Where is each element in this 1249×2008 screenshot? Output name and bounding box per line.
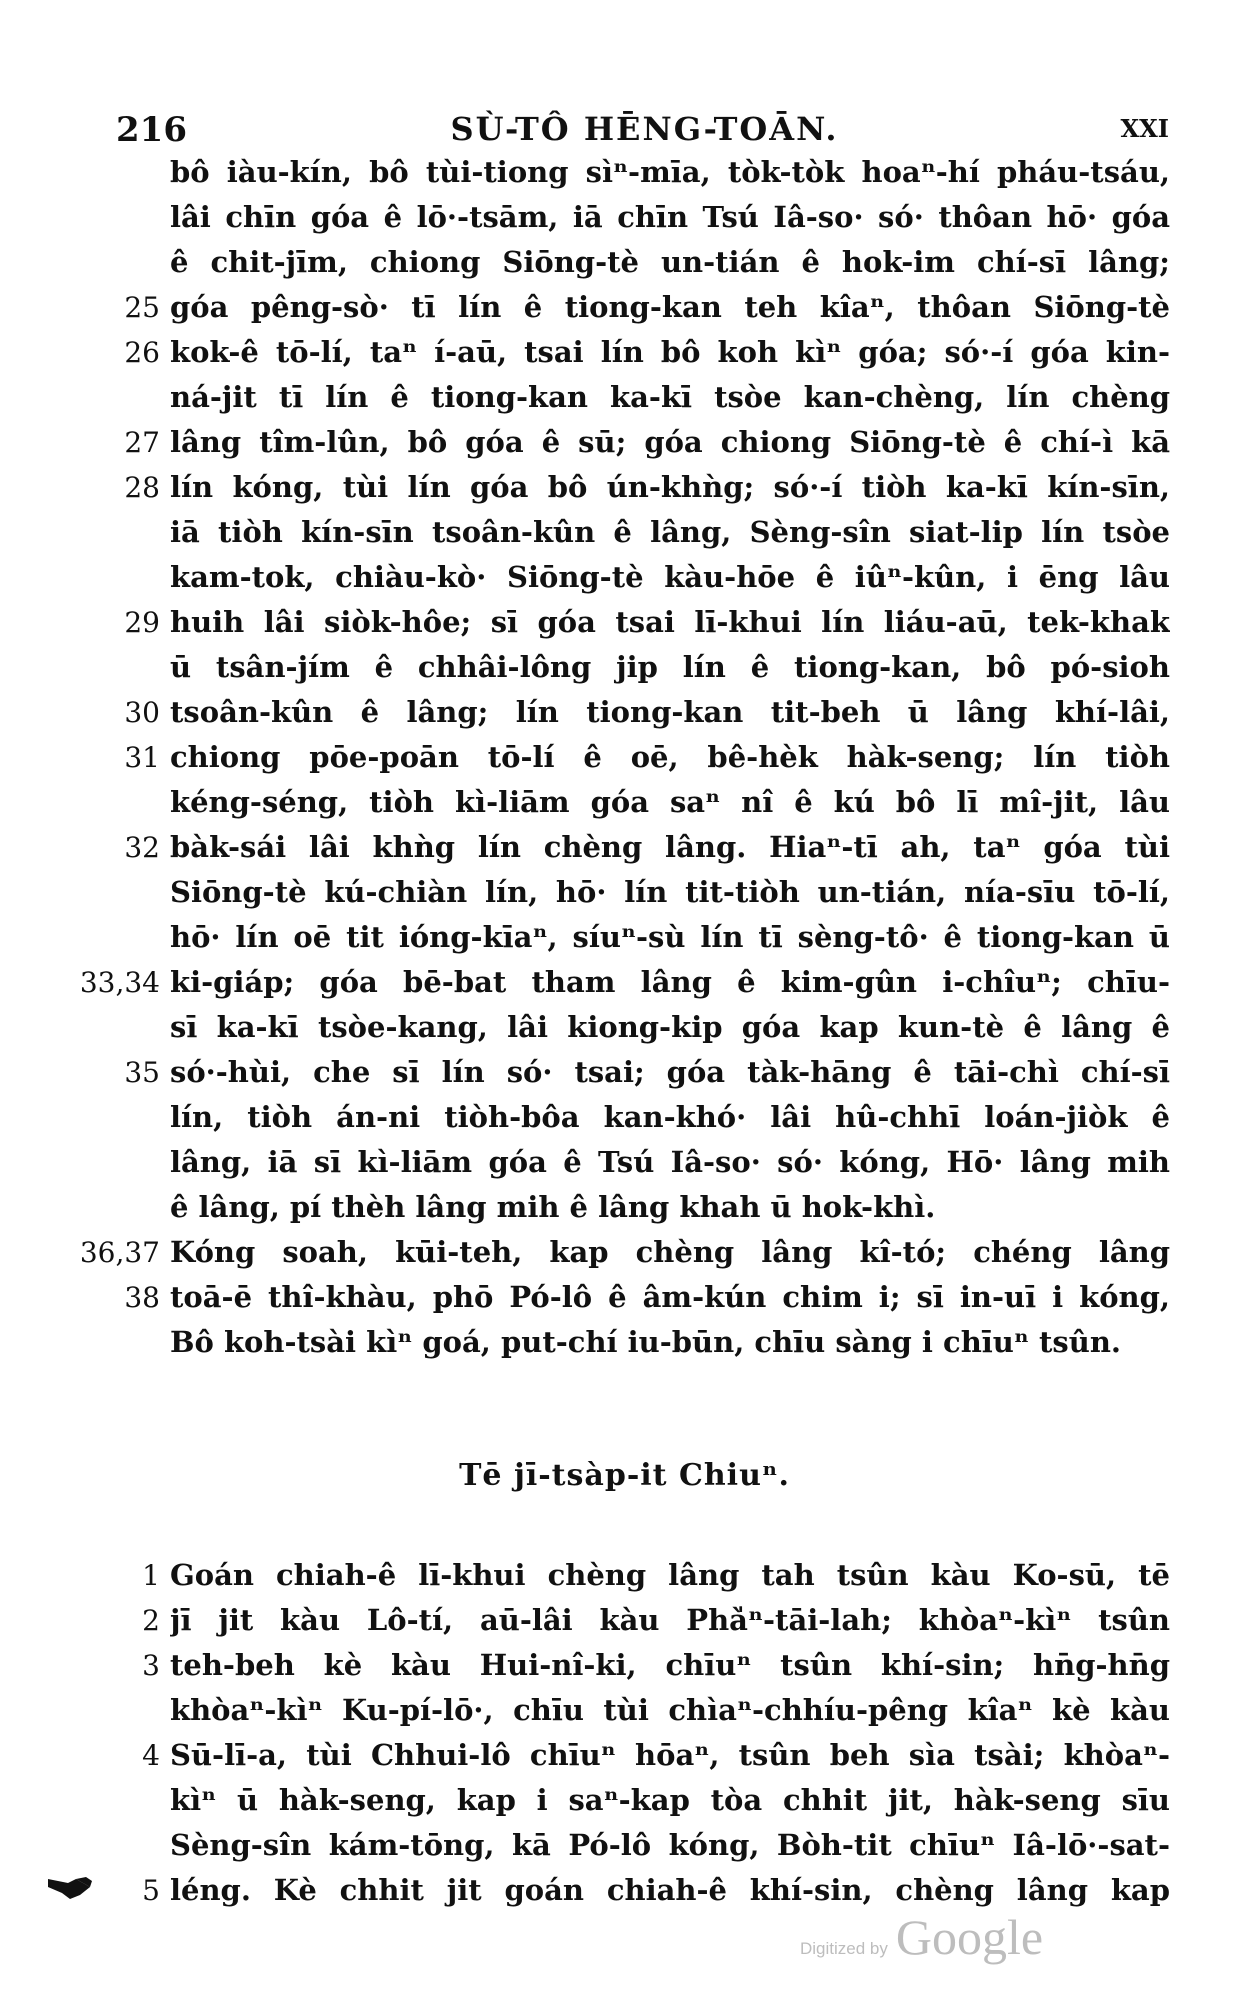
text-line xyxy=(0,285,1249,330)
text-line xyxy=(0,1005,1249,1050)
line-text: toā-ē thî-khàu, phō Pó-lô ê âm-kún chim i; sī in-uī i kóng, xyxy=(170,1280,1170,1314)
chapter-heading: Tē jī-tsàp-it Chiuⁿ. xyxy=(459,1458,790,1493)
text-line xyxy=(0,960,1249,1005)
verse-number: 38 xyxy=(124,1281,160,1314)
text-line xyxy=(0,1598,1249,1643)
text-line xyxy=(0,1643,1249,1688)
text-line xyxy=(0,1733,1249,1778)
text-line xyxy=(0,1140,1249,1185)
line-text: sī ka-kī tsòe-kang, lâi kiong-kip góa kap kun-tè ê lâng ê xyxy=(170,1010,1170,1044)
text-line xyxy=(0,645,1249,690)
text-line xyxy=(0,690,1249,735)
verse-number: 30 xyxy=(124,696,160,729)
verse-number: 36,37 xyxy=(79,1236,160,1269)
text-line xyxy=(0,375,1249,420)
text-line xyxy=(0,330,1249,375)
line-text: Goán chiah-ê lī-khui chèng lâng tah tsûn kàu Ko-sū, tē xyxy=(170,1558,1170,1592)
line-text: Sèng-sîn kám-tōng, kā Pó-lô kóng, Bòh-tit chīuⁿ Iâ-lō·-sat- xyxy=(170,1828,1170,1862)
text-line xyxy=(0,870,1249,915)
line-text: ná-jit tī lín ê tiong-kan ka-kī tsòe kan-chèng, lín chèng xyxy=(170,380,1170,414)
line-text: Siōng-tè kú-chiàn lín, hō· lín tit-tiòh un-tián, nía-sīu tō-lí, xyxy=(170,875,1170,909)
line-text: lâng tîm-lûn, bô góa ê sū; góa chiong Siōng-tè ê chí-ì kā xyxy=(170,425,1170,459)
text-line xyxy=(0,1185,1249,1230)
line-text: kéng-séng, tiòh kì-liām góa saⁿ nî ê kú bô lī mî-jit, lâu xyxy=(170,785,1170,819)
verse-number: 3 xyxy=(142,1649,160,1682)
line-text: hō· lín oē tit ióng-kīaⁿ, síuⁿ-sù lín tī sèng-tô· ê tiong-kan ū xyxy=(170,920,1170,954)
line-text: bô iàu-kín, bô tùi-tiong sìⁿ-mīa, tòk-tòk hoaⁿ-hí pháu-tsáu, xyxy=(170,155,1170,189)
text-line xyxy=(0,1553,1249,1598)
text-line xyxy=(0,555,1249,600)
text-line xyxy=(0,1778,1249,1823)
line-text: iā tiòh kín-sīn tsoân-kûn ê lâng, Sèng-sîn siat-lip lín tsòe xyxy=(170,515,1170,549)
text-line xyxy=(0,150,1249,195)
text-block-2 xyxy=(0,1553,1249,1913)
digitized-watermark xyxy=(800,1908,1043,1968)
line-text: jī jit kàu Lô-tí, aū-lâi kàu Phà̍ⁿ-tāi-lah; khòaⁿ-kìⁿ tsûn xyxy=(170,1603,1170,1637)
text-line xyxy=(0,1823,1249,1868)
text-line xyxy=(0,825,1249,870)
text-line xyxy=(0,1275,1249,1320)
text-line xyxy=(0,1868,1249,1913)
text-line xyxy=(0,1230,1249,1275)
line-text: lín, tiòh án-ni tiòh-bôa kan-khó· lâi hû-chhī loán-jiòk ê xyxy=(170,1100,1170,1134)
line-text: kìⁿ ū hàk-seng, kap i saⁿ-kap tòa chhit jit, hàk-seng sīu xyxy=(170,1783,1170,1817)
line-text: lín kóng, tùi lín góa bô ún-khǹg; só·-í tiòh ka-kī kín-sīn, xyxy=(170,470,1170,504)
text-line xyxy=(0,420,1249,465)
text-line xyxy=(0,1050,1249,1095)
line-text: lâi chīn góa ê lō·-tsām, iā chīn Tsú Iâ-so· só· thôan hō· góa xyxy=(170,200,1170,234)
verse-number: 32 xyxy=(124,831,160,864)
line-text: léng. Kè chhit jit goán chiah-ê khí-sin, chèng lâng kap xyxy=(170,1873,1170,1907)
line-text: Sū-lī-a, tùi Chhui-lô chīuⁿ hōaⁿ, tsûn beh sìa tsài; khòaⁿ- xyxy=(170,1738,1170,1772)
verse-number: 27 xyxy=(124,426,160,459)
text-line xyxy=(0,195,1249,240)
page-number: 216 xyxy=(116,110,187,150)
line-text: ê lâng, pí thèh lâng mih ê lâng khah ū hok-khì. xyxy=(170,1190,936,1224)
text-line xyxy=(0,600,1249,645)
text-line xyxy=(0,465,1249,510)
line-text: tsoân-kûn ê lâng; lín tiong-kan tit-beh ū lâng khí-lâi, xyxy=(170,695,1170,729)
watermark-brand: Google xyxy=(895,1909,1044,1965)
watermark-prefix: Digitized by xyxy=(800,1939,888,1958)
pointing-hand-icon xyxy=(46,1873,94,1901)
text-line xyxy=(0,510,1249,555)
verse-number: 26 xyxy=(124,336,160,369)
line-text: khòaⁿ-kìⁿ Ku-pí-lō·, chīu tùi chìaⁿ-chhíu-pêng kîaⁿ kè kàu xyxy=(170,1693,1170,1727)
line-text: ê chit-jīm, chiong Siōng-tè un-tián ê hok-im chí-sī lâng; xyxy=(170,245,1170,279)
text-line xyxy=(0,240,1249,285)
line-text: chiong pōe-poān tō-lí ê oē, bê-hèk hàk-seng; lín tiòh xyxy=(170,740,1170,774)
line-text: ū tsân-jím ê chhâi-lông jip lín ê tiong-kan, bô pó-sioh xyxy=(170,650,1170,684)
verse-number: 5 xyxy=(142,1874,160,1907)
verse-number: 2 xyxy=(142,1604,160,1637)
chapter-number: XXI xyxy=(1120,114,1169,143)
verse-number: 1 xyxy=(142,1559,160,1592)
verse-number: 4 xyxy=(142,1739,160,1772)
text-line xyxy=(0,915,1249,960)
verse-number: 29 xyxy=(124,606,160,639)
verse-number: 28 xyxy=(124,471,160,504)
line-text: Kóng soah, kūi-teh, kap chèng lâng kî-tó; chéng lâng xyxy=(170,1235,1170,1269)
line-text: teh-beh kè kàu Hui-nî-ki, chīuⁿ tsûn khí-sin; hn̄g-hn̄g xyxy=(170,1648,1170,1682)
text-block-1 xyxy=(0,150,1249,1365)
verse-number: 35 xyxy=(124,1056,160,1089)
line-text: só·-hùi, che sī lín só· tsai; góa tàk-hāng ê tāi-chì chí-sī xyxy=(170,1055,1170,1089)
verse-number: 25 xyxy=(124,291,160,324)
text-line xyxy=(0,1320,1249,1365)
line-text: huih lâi siòk-hôe; sī góa tsai lī-khui lín liáu-aū, tek-khak xyxy=(170,605,1170,639)
verse-number: 33,34 xyxy=(79,966,160,999)
verse-number: 31 xyxy=(124,741,160,774)
running-title: SÙ-TÔ HĒNG-TOĀN. xyxy=(450,110,839,148)
text-line xyxy=(0,735,1249,780)
text-line xyxy=(0,780,1249,825)
line-text: kam-tok, chiàu-kò· Siōng-tè kàu-hōe ê iûⁿ-kûn, i ēng lâu xyxy=(170,560,1170,594)
text-line xyxy=(0,1095,1249,1140)
line-text: Bô koh-tsài kìⁿ goá, put-chí iu-būn, chīu sàng i chīuⁿ tsûn. xyxy=(170,1325,1122,1359)
line-text: kok-ê tō-lí, taⁿ í-aū, tsai lín bô koh kìⁿ góa; só·-í góa kin- xyxy=(170,335,1170,369)
line-text: góa pêng-sò· tī lín ê tiong-kan teh kîaⁿ, thôan Siōng-tè xyxy=(170,290,1170,324)
text-line xyxy=(0,1688,1249,1733)
line-text: lâng, iā sī kì-liām góa ê Tsú Iâ-so· só· kóng, Hō· lâng mih xyxy=(170,1145,1170,1179)
page-header xyxy=(0,110,1249,150)
line-text: bàk-sái lâi khǹg lín chèng lâng. Hiaⁿ-tī ah, taⁿ góa tùi xyxy=(170,830,1170,864)
line-text: ki-giáp; góa bē-bat tham lâng ê kim-gûn i-chîuⁿ; chīu- xyxy=(170,965,1170,999)
